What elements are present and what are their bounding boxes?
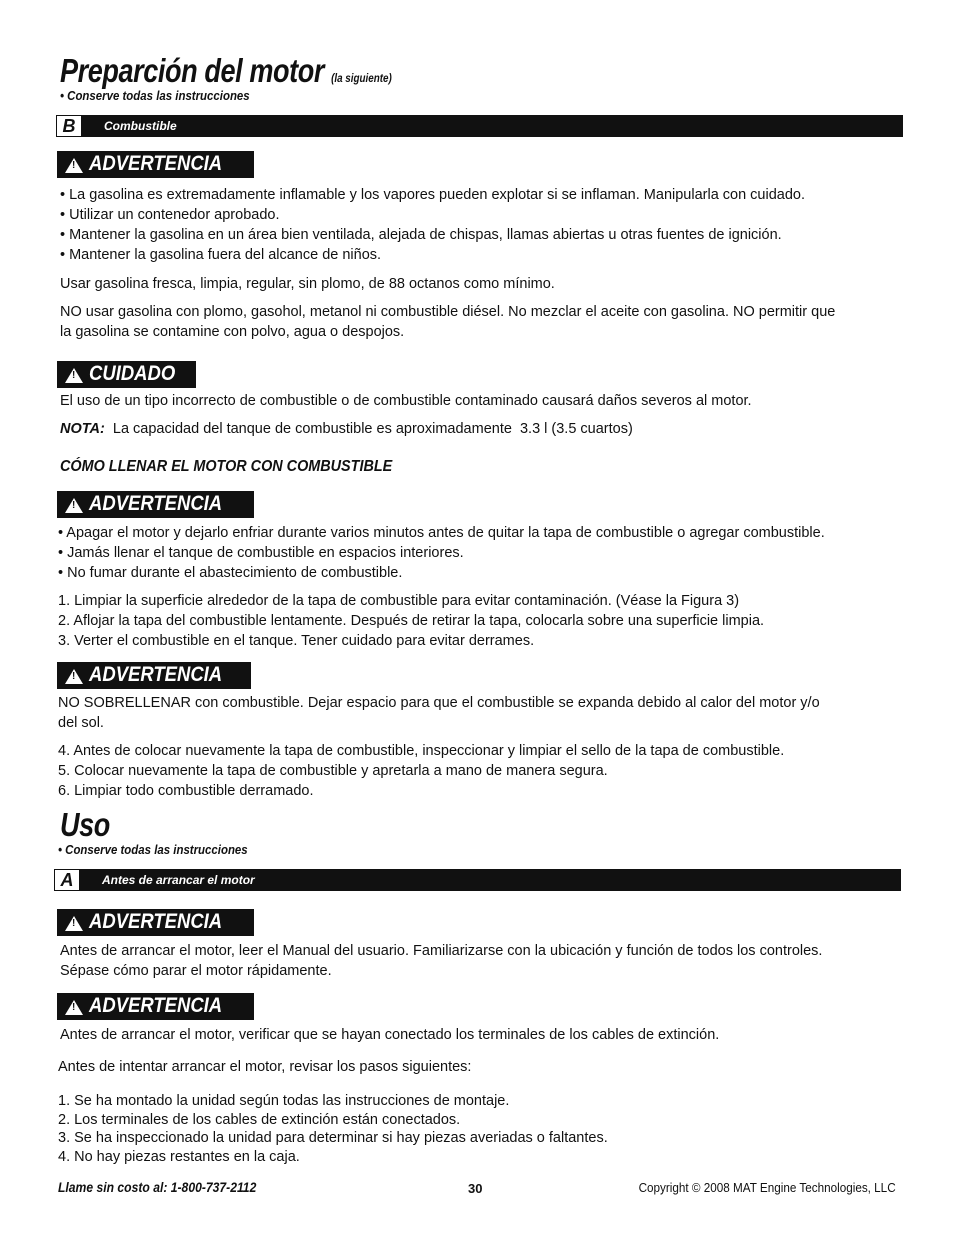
- checklist-intro: Antes de intentar arrancar el motor, revisar los pasos siguientes:: [58, 1059, 472, 1075]
- note-label: NOTA:: [60, 421, 105, 437]
- list-item: 1. Se ha montado la unidad según todas las instrucciones de montaje.: [58, 1093, 510, 1109]
- warning-banner: [57, 993, 254, 1020]
- warning-icon: [65, 368, 83, 383]
- title-sub: (la siguiente): [331, 71, 392, 85]
- list-item: • Jamás llenar el tanque de combustible en espacios interiores.: [58, 545, 464, 561]
- manual-warning: [60, 941, 822, 981]
- step-list: [58, 1092, 608, 1166]
- conserve-note: • Conserve todas las instrucciones: [58, 842, 248, 857]
- list-item: 6. Limpiar todo combustible derramado.: [58, 783, 314, 799]
- caution-banner: [57, 361, 196, 388]
- list-item: • Utilizar un contenedor aprobado.: [60, 207, 280, 223]
- note: [60, 419, 633, 439]
- warning-banner: [57, 662, 251, 689]
- list-item: • Mantener la gasolina fuera del alcance de niños.: [60, 247, 382, 263]
- warning-label: ADVERTENCIA: [89, 492, 223, 515]
- list-item: 5. Colocar nuevamente la tapa de combustible y apretarla a mano de manera segura.: [58, 763, 608, 779]
- section-letter: B: [56, 115, 82, 137]
- caution-label: CUIDADO: [89, 362, 176, 385]
- list-item: 2. Aflojar la tapa del combustible lentamente. Después de retirar la tapa, colocarla sobre una superficie limpia.: [58, 613, 765, 629]
- section-letter: A: [54, 869, 80, 891]
- text-line: NO SOBRELLENAR con combustible. Dejar espacio para que el combustible se expanda debido al calor del motor y/o: [58, 695, 820, 711]
- section-title-uso: Uso: [60, 806, 110, 843]
- warning-icon: [65, 916, 83, 931]
- list-item: 3. Se ha inspeccionado la unidad para determinar si hay piezas averiadas o faltantes.: [58, 1130, 608, 1146]
- title-main: Preparción del motor: [60, 52, 324, 89]
- warning-label: ADVERTENCIA: [89, 910, 223, 933]
- text-line: Sépase cómo parar el motor rápidamente.: [60, 963, 332, 979]
- list-item: 4. No hay piezas restantes en la caja.: [58, 1148, 300, 1165]
- page-number: 30: [468, 1181, 483, 1196]
- warning-banner: [57, 151, 254, 178]
- text-line: Antes de arrancar el motor, leer el Manual del usuario. Familiarizarse con la ubicación y función de todos los controles.: [60, 943, 823, 959]
- terminal-warning: Antes de arrancar el motor, verificar que se hayan conectado los terminales de los cables de extinción.: [60, 1027, 720, 1043]
- list-item: • La gasolina es extremadamente inflamable y los vapores pueden explotar si se inflaman. Manipularla con cuidado.: [60, 187, 806, 203]
- section-bar-combustible: [56, 115, 903, 137]
- warning-banner: [57, 909, 254, 936]
- list-item: 3. Verter el combustible en el tanque. Tener cuidado para evitar derrames.: [58, 633, 535, 649]
- list-item: • No fumar durante el abastecimiento de combustible.: [58, 565, 403, 581]
- list-item: 1. Limpiar la superficie alrededor de la tapa de combustible para evitar contaminación. (Véase la Figura 3): [58, 593, 740, 609]
- section-label: Antes de arrancar el motor: [102, 873, 255, 887]
- warning-label: ADVERTENCIA: [89, 663, 223, 686]
- caution-text: El uso de un tipo incorrecto de combustible o de combustible contaminado causará daños severos al motor.: [60, 393, 752, 409]
- list-item: 4. Antes de colocar nuevamente la tapa de combustible, inspeccionar y limpiar el sello de la tapa de combustible.: [58, 743, 785, 759]
- step-list: [58, 741, 784, 801]
- warning-label: ADVERTENCIA: [89, 994, 223, 1017]
- text-line: la gasolina se contamine con polvo, agua o despojos.: [60, 324, 405, 340]
- fill-heading: CÓMO LLENAR EL MOTOR CON COMBUSTIBLE: [60, 458, 393, 475]
- fuel-spec: Usar gasolina fresca, limpia, regular, sin plomo, de 88 octanos como mínimo.: [60, 276, 555, 292]
- text-line: NO usar gasolina con plomo, gasohol, metanol ni combustible diésel. No mezclar el aceite con gasolina. NO permitir que: [60, 304, 836, 320]
- footer-phone: Llame sin costo al: 1-800-737-2112: [58, 1180, 257, 1195]
- warning-label: ADVERTENCIA: [89, 152, 223, 175]
- conserve-note: • Conserve todas las instrucciones: [60, 88, 250, 103]
- step-list: [58, 591, 764, 651]
- warning-icon: [65, 669, 83, 684]
- list-item: 2. Los terminales de los cables de extinción están conectados.: [58, 1111, 461, 1128]
- section-label: Combustible: [104, 119, 177, 133]
- warning-banner: [57, 491, 254, 518]
- section-bar-antes: [54, 869, 901, 891]
- warning-list: [58, 523, 825, 583]
- fuel-prohibitions: [60, 302, 835, 342]
- list-item: • Mantener la gasolina en un área bien ventilada, alejada de chispas, llamas abiertas u otras fuentes de ignición.: [60, 227, 782, 243]
- note-text: La capacidad del tanque de combustible es aproximadamente 3.3 l (3.5 cuartos): [104, 421, 633, 437]
- warning-icon: [65, 158, 83, 173]
- warning-icon: [65, 1000, 83, 1015]
- warning-list: [60, 185, 805, 265]
- text-line: del sol.: [58, 715, 104, 731]
- warning-icon: [65, 498, 83, 513]
- overfill-warning: [58, 693, 820, 733]
- page-title: [60, 52, 392, 90]
- list-item: • Apagar el motor y dejarlo enfriar durante varios minutos antes de quitar la tapa de combustible o agregar combustible.: [58, 525, 825, 541]
- footer-copyright: Copyright © 2008 MAT Engine Technologies, LLC: [638, 1180, 896, 1195]
